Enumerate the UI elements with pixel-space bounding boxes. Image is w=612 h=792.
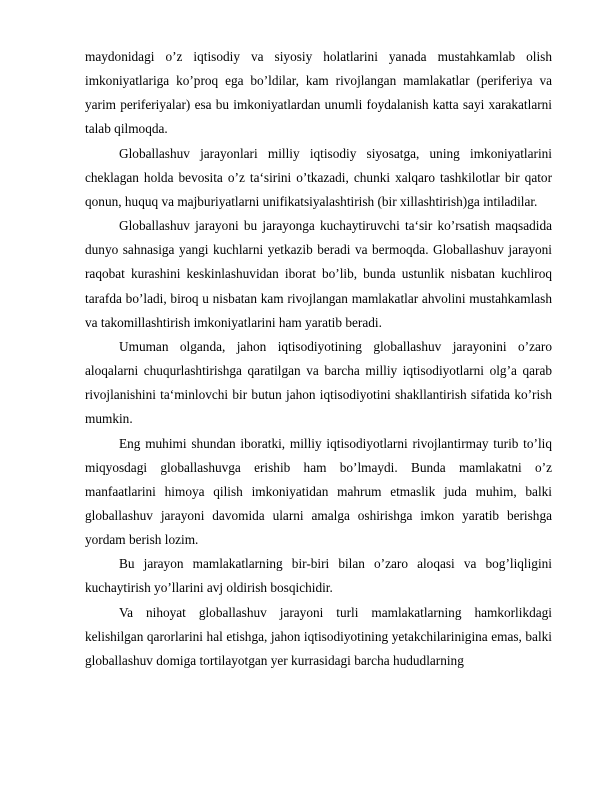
- body-text: [85, 45, 552, 673]
- paragraph: Bu jarayon mamlakatlarning bir-biri bilan o’zaro aloqasi va bog’liqligini kuchaytirish yo’llarini avj oldirish bosqichidir.: [85, 556, 552, 596]
- paragraph: Globallashuv jarayoni bu jarayonga kuchaytiruvchi ta‘sir ko’rsatish maqsadida dunyo sahnasiga yangi kuchlarni yetkazib beradi va bermoqda. Globallashuv jarayoni raqobat kurashini keskinlashuvidan iborat bo’lib, bunda ustunlik nisbatan kuchliroq tarafda bo’ladi, biroq u nisbatan kam rivojlangan mamlakatlar ahvolini mustahkamlash va takomillashtirish imkoniyatlarini ham yaratib beradi.: [85, 218, 552, 330]
- paragraph-continuation: maydonidagi o’z iqtisodiy va siyosiy holatlarini yanada mustahkamlab olish imkoniyatlariga ko’proq ega bo’ldilar, kam rivojlangan mamlakatlar (periferiya va yarim periferiyalar) esa bu imkoniyatlardan unumli foydalanish katta sayi xarakatlarni talab qilmoqda.: [85, 49, 552, 137]
- paragraph: Globallashuv jarayonlari milliy iqtisodiy siyosatga, uning imkoniyatlarini cheklagan holda bevosita o’z ta‘sirini o’tkazadi, chunki xalqaro tashkilotlar bir qator qonun, huquq va majburiyatlarni unifikatsiyalashtirish (bir xillashtirish)ga intiladilar.: [85, 145, 552, 209]
- paragraph: Eng muhimi shundan iboratki, milliy iqtisodiyotlarni rivojlantirmay turib to’liq miqyosdagi globallashuvga erishib ham bo’lmaydi. Bunda mamlakatni o’z manfaatlarini himoya qilish imkoniyatidan mahrum etmaslik juda muhim, balki globallashuv jarayoni davomida ularni amalga oshirishga imkon yaratib berishga yordam berish lozim.: [85, 435, 552, 548]
- paragraph: Umuman olganda, jahon iqtisodiyotining globallashuv jarayonini o’zaro aloqalarni chuqurlashtirishga qaratilgan va barcha milliy iqtisodiyotlarni olg’a qarab rivojlanishini ta‘minlovchi bir butun jahon iqtisodiyotini shakllantirish sifatida ko’rish mumkin.: [85, 338, 552, 427]
- paragraph-continued: Va nihoyat globallashuv jarayoni turli mamlakatlarning hamkorlikdagi kelishilgan qarorlarini hal etishga, jahon iqtisodiyotining yetakchilarinigina emas, balki globallashuv domiga tortilayotgan yer kurrasidagi barcha hududlarning: [85, 604, 552, 668]
